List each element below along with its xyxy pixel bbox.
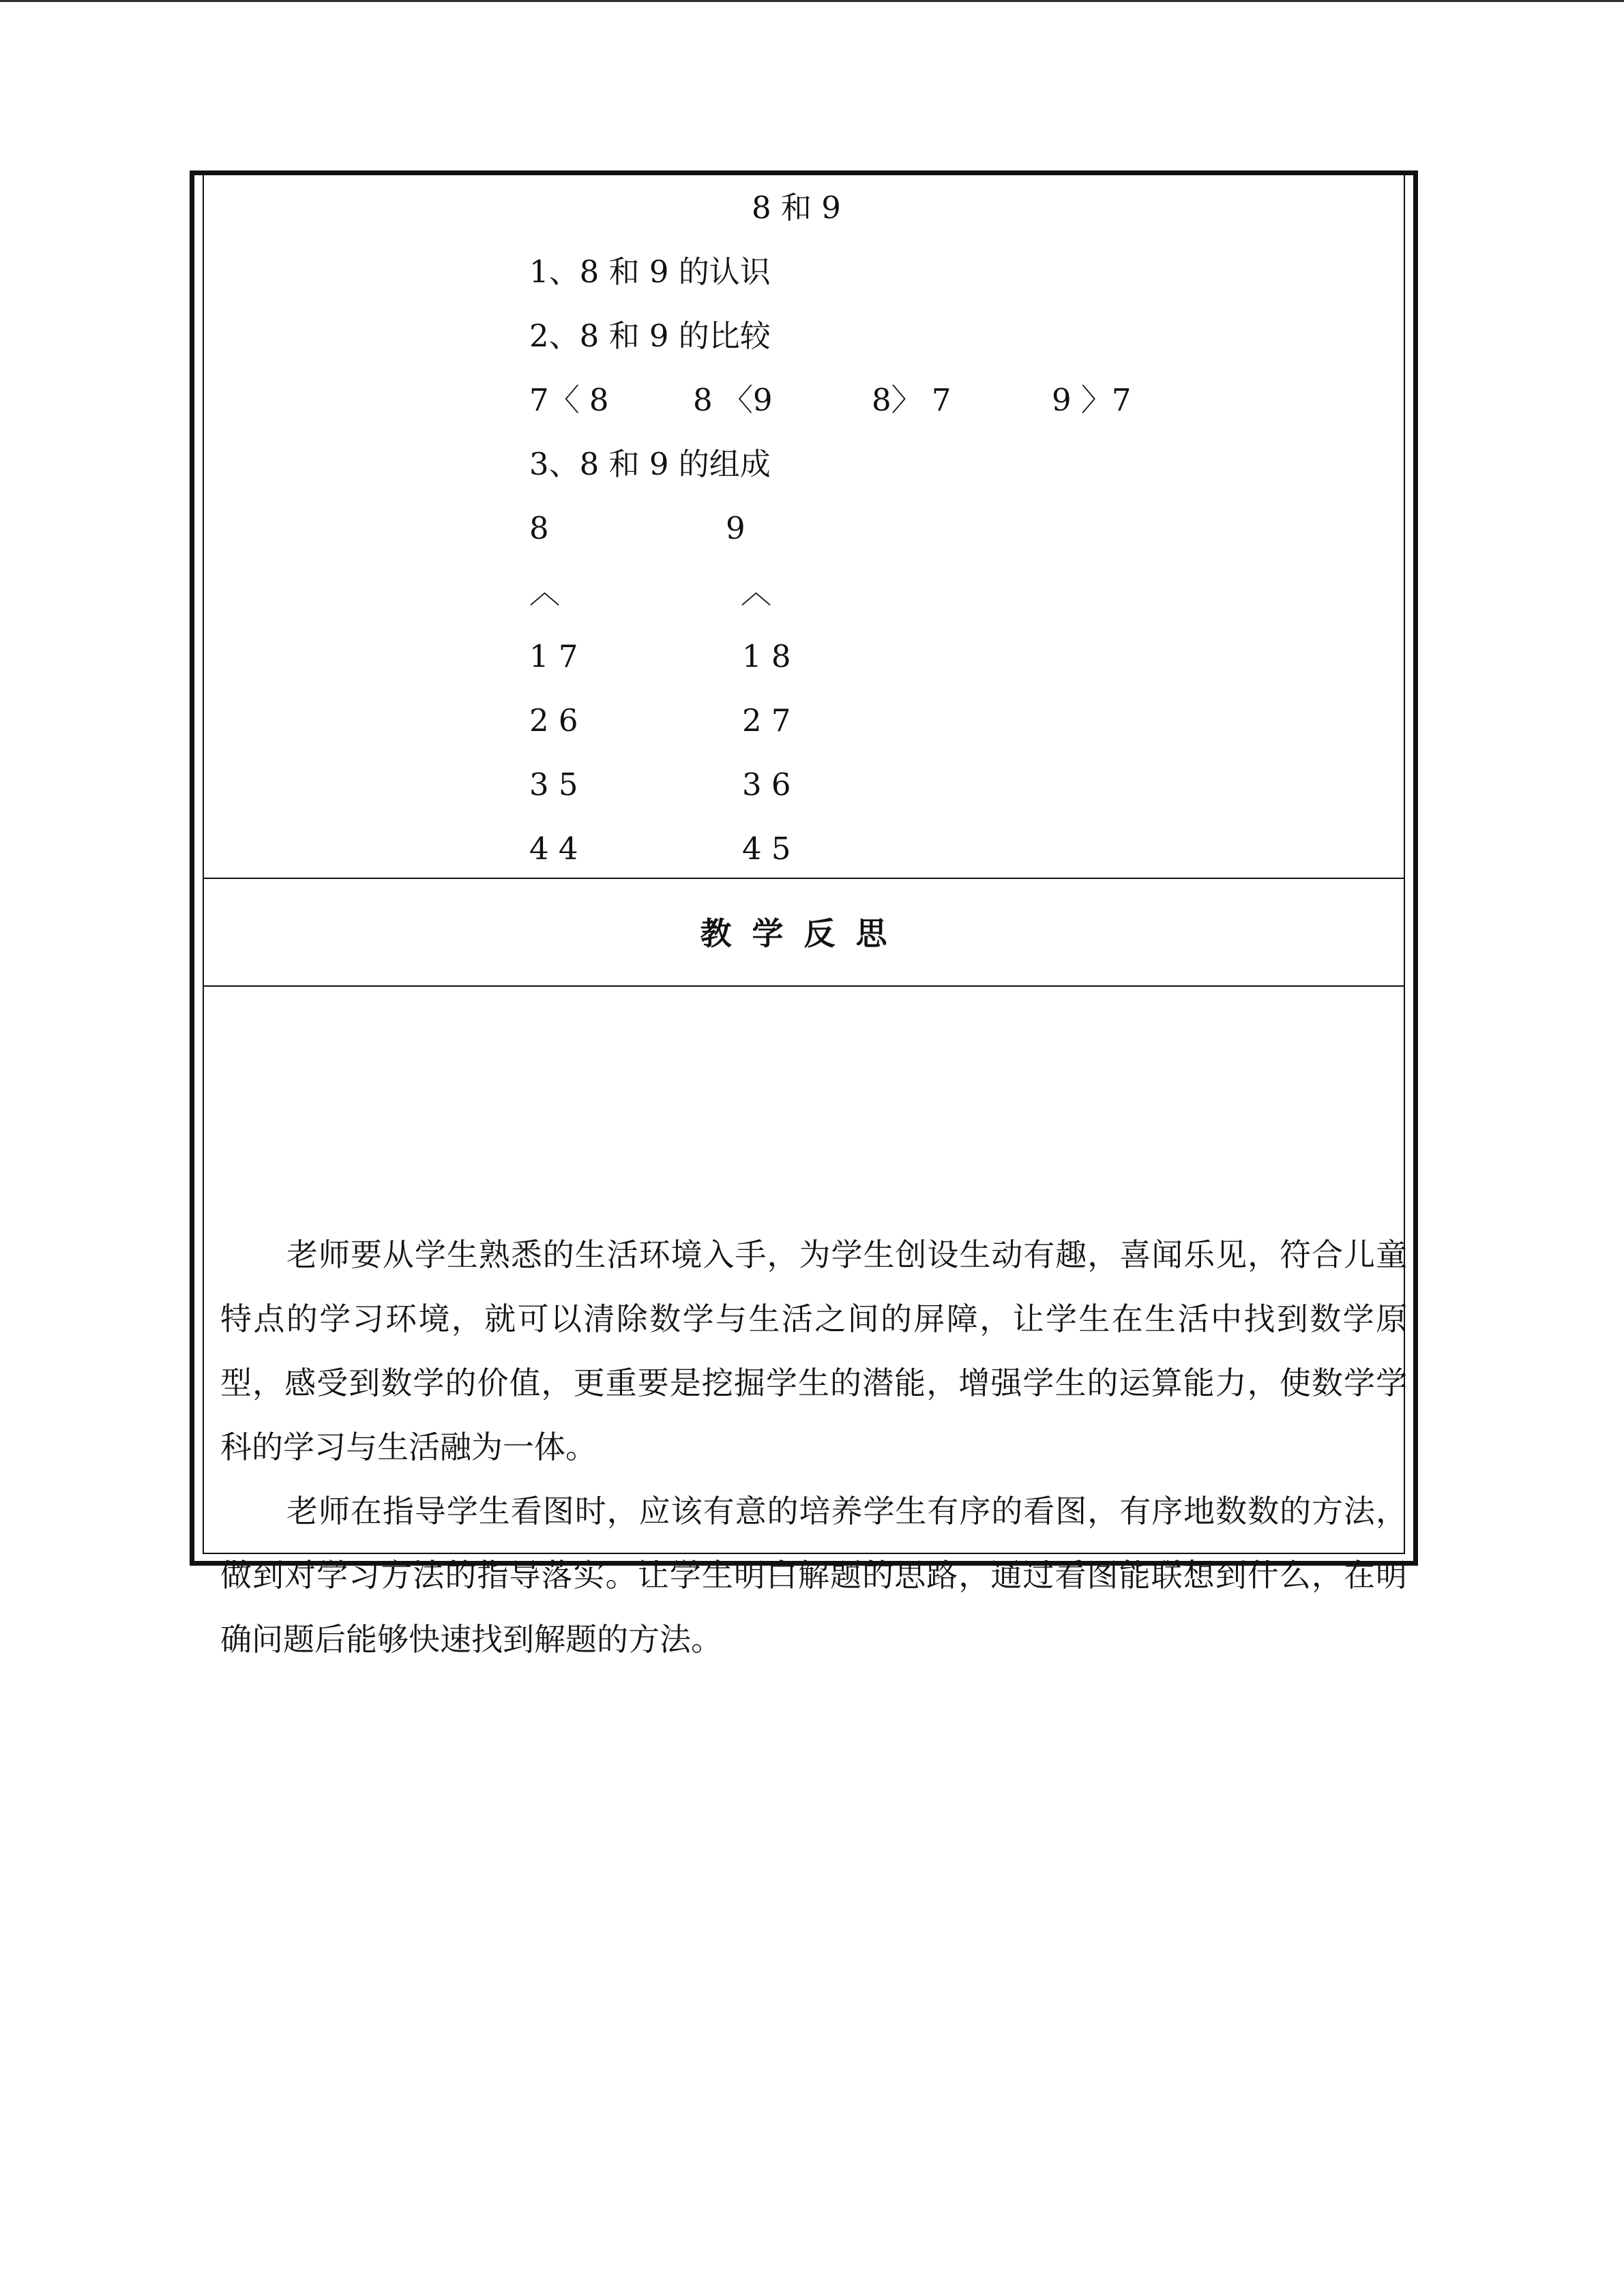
lesson-title: 8 和 9 <box>752 190 841 226</box>
composition-pair: 1 7 <box>529 638 578 674</box>
composition-pair: 2 6 <box>529 702 578 739</box>
table-divider <box>204 985 1404 987</box>
reflection-heading: 教学反思 <box>700 915 908 952</box>
table-divider <box>204 878 1404 879</box>
reflection-paragraph <box>220 1479 1407 1671</box>
comparison-item: 7〈 8 <box>529 382 609 418</box>
reflection-paragraph-text: 老师要从学生熟悉的生活环境入手，为学生创设生动有趣，喜闻乐见，符合儿童特点的学习环境，就可以清除数学与生活之间的屏障，让学生在生活中找到数学原型，感受到数学的价值，更重要是挖掘学生的潜能，增强学生的运算能力，使数学学科的学习与生活融为一体。 <box>220 1236 1407 1465</box>
comparison-item: 8〉 7 <box>872 382 951 418</box>
reflection-paragraph-text: 老师在指导学生看图时，应该有意的培养学生有序的看图，有序地数数的方法，做到对学习方法的指导落实。让学生明白解题的思路，通过看图能联想到什么，在明确问题后能够快速找到解题的方法。 <box>220 1493 1407 1658</box>
composition-number: 9 <box>726 510 745 546</box>
page-top-border <box>0 0 1624 2</box>
reflection-paragraph <box>220 1223 1407 1479</box>
split-mark: ︿ <box>741 574 772 610</box>
comparison-item: 8 〈9 <box>693 382 773 418</box>
composition-pair: 2 7 <box>742 702 791 739</box>
composition-pair: 4 5 <box>742 831 791 867</box>
composition-pair: 3 6 <box>742 766 791 803</box>
section-comparison: 2、8 和 9 的比较 <box>529 318 771 354</box>
composition-number: 8 <box>529 510 549 546</box>
section-composition: 3、8 和 9 的组成 <box>529 446 771 482</box>
composition-pair: 4 4 <box>529 831 578 867</box>
lesson-table-inner <box>203 175 1407 1658</box>
split-mark: ︿ <box>529 574 561 610</box>
composition-pair: 3 5 <box>529 766 578 803</box>
comparison-item: 9 〉7 <box>1052 382 1132 418</box>
section-recognition: 1、8 和 9 的认识 <box>529 254 771 290</box>
composition-pair: 1 8 <box>742 638 791 674</box>
lesson-table <box>190 170 1418 1658</box>
